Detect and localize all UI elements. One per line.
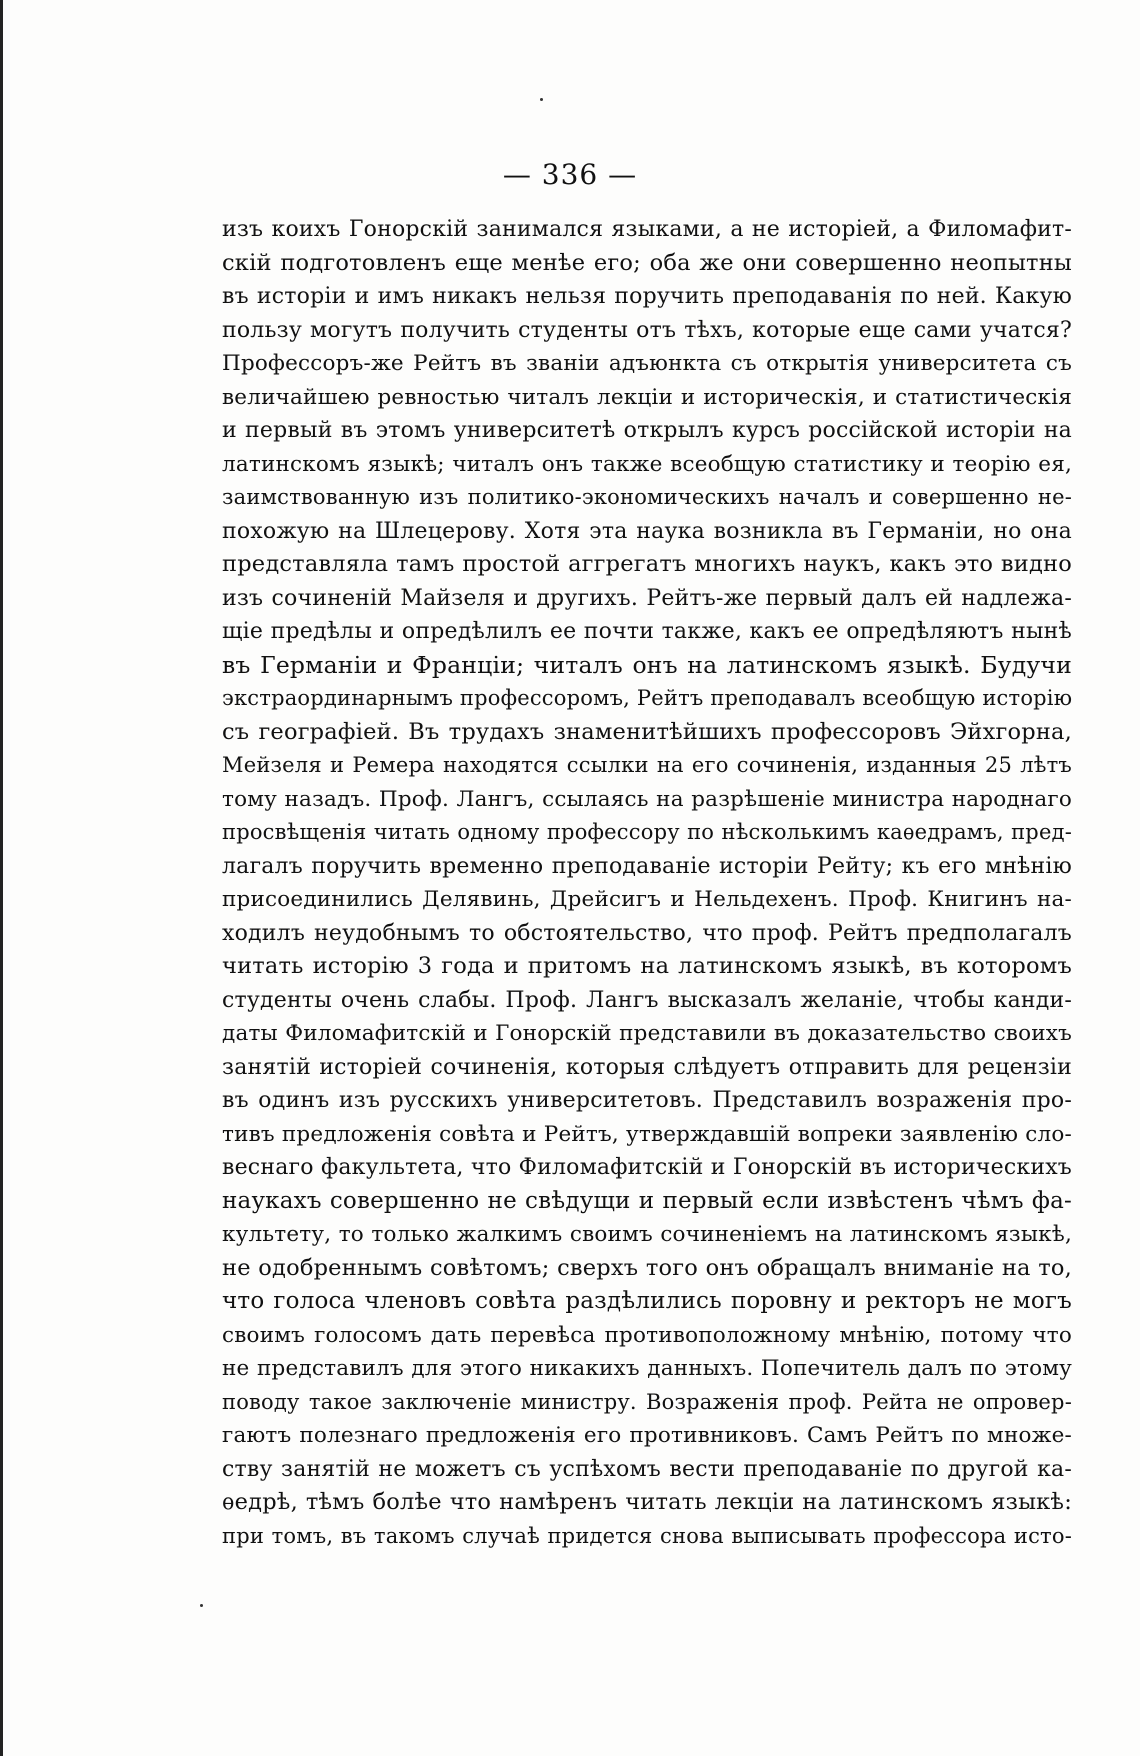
text-line: съ географіей. Въ трудахъ знаменитѣйшихъ профессоровъ Эйхгорна,: [222, 718, 1072, 745]
text-line: читать исторію 3 года и притомъ на латинскомъ языкѣ, въ которомъ: [222, 953, 1072, 979]
text-line: въ Германіи и Франціи; читалъ онъ на латинскомъ языкѣ. Будучи: [222, 650, 1072, 679]
scan-speck: [540, 98, 543, 101]
text-line: изъ коихъ Гонорскій занимался языками, а не исторіей, а Филомафит-: [222, 217, 1072, 242]
text-line: скій подготовленъ еще менѣе его; оба же они совершенно неопытны: [222, 249, 1072, 276]
text-line: ѳедрѣ, тѣмъ болѣе что намѣренъ читать лекціи на латинскомъ языкѣ:: [222, 1489, 1072, 1515]
text-line: представляла тамъ простой аггрегатъ многихъ наукъ, какъ это видно: [222, 551, 1072, 577]
text-line: лагалъ поручить временно преподаваніе исторіи Рейту; къ его мнѣнію: [222, 853, 1072, 879]
text-line: веснаго факультета, что Филомафитскій и Гонорскій въ историческихъ: [222, 1155, 1072, 1180]
text-line: и первый въ этомъ университетѣ открылъ курсъ россійской исторіи на: [222, 418, 1072, 443]
text-line: латинскомъ языкѣ; читалъ онъ также всеобщую статистику и теорію ея,: [222, 451, 1072, 477]
scan-speck: [200, 1604, 203, 1607]
text-line: тому назадъ. Проф. Лангъ, ссылаясь на разрѣшеніе министра народнаго: [222, 786, 1072, 812]
page-number: — 336 —: [502, 158, 638, 191]
text-line: Профессоръ-же Рейтъ въ званіи адъюнкта съ открытія университета съ: [222, 351, 1072, 376]
body-text: [222, 213, 1072, 1553]
text-line: изъ сочиненій Майзеля и другихъ. Рейтъ-же первый далъ ей надлежа-: [222, 585, 1072, 611]
text-line: ству занятій не можетъ съ успѣхомъ вести преподаваніе по другой ка-: [222, 1456, 1072, 1482]
text-line: занятій исторіей сочиненія, которыя слѣдуетъ отправить для рецензіи: [222, 1054, 1072, 1080]
text-line: величайшею ревностью читалъ лекціи и историческія, и статистическія: [222, 384, 1072, 410]
text-line: своимъ голосомъ дать перевѣса противоположному мнѣнію, потому что: [222, 1322, 1072, 1348]
text-line: пользу могутъ получить студенты отъ тѣхъ, которые еще сами учатся?: [222, 317, 1072, 343]
text-line: въ исторіи и имъ никакъ нельзя поручить преподаванія по ней. Какую: [222, 284, 1072, 309]
text-line: не одобреннымъ совѣтомъ; сверхъ того онъ обращалъ вниманіе на то,: [222, 1254, 1072, 1281]
text-line: щіе предѣлы и опредѣлилъ ее почти также, какъ ее опредѣляютъ нынѣ: [222, 619, 1072, 644]
page-edge: [0, 0, 3, 1756]
text-line: что голоса членовъ совѣта раздѣлились поровну и ректоръ не могъ: [222, 1288, 1072, 1314]
text-line: заимствованную изъ политико-экономическихъ началъ и совершенно не-: [222, 485, 1072, 509]
text-line: Мейзеля и Ремера находятся ссылки на его сочиненія, изданныя 25 лѣтъ: [222, 753, 1072, 777]
text-line: поводу такое заключеніе министру. Возраженія проф. Рейта не опровер-: [222, 1389, 1072, 1414]
text-line: просвѣщенія читать одному профессору по нѣсколькимъ каѳедрамъ, пред-: [222, 820, 1072, 844]
text-line: культету, то только жалкимъ своимъ сочиненіемъ на латинскомъ языкѣ,: [222, 1222, 1072, 1247]
text-line: экстраординарнымъ профессоромъ, Рейтъ преподавалъ всеобщую исторію: [222, 686, 1073, 710]
text-line: присоединились Делявинь, Дрейсигъ и Нельдехенъ. Проф. Книгинъ на-: [222, 887, 1072, 912]
text-line: наукахъ совершенно не свѣдущи и первый если извѣстенъ чѣмъ фа-: [222, 1187, 1072, 1214]
text-line: похожую на Шлецерову. Хотя эта наука возникла въ Германіи, но она: [222, 518, 1072, 544]
text-line: студенты очень слабы. Проф. Лангъ высказалъ желаніе, чтобы канди-: [222, 987, 1072, 1013]
text-line: ходилъ неудобнымъ то обстоятельство, что проф. Рейтъ предполагалъ: [222, 920, 1072, 946]
text-line: гаютъ полезнаго предложенія его противниковъ. Самъ Рейтъ по множе-: [222, 1423, 1072, 1448]
text-line: не представилъ для этого никакихъ данныхъ. Попечитель далъ по этому: [222, 1356, 1072, 1381]
text-line: даты Филомафитскій и Гонорскій представили въ доказательство своихъ: [222, 1021, 1072, 1046]
text-line: тивъ предложенія совѣта и Рейтъ, утверждавшій вопреки заявленію сло-: [222, 1121, 1072, 1147]
text-line: въ одинъ изъ русскихъ университетовъ. Представилъ возраженія про-: [222, 1088, 1072, 1113]
text-line: при томъ, въ такомъ случаѣ придется снова выписывать профессора исто-: [222, 1523, 1072, 1548]
